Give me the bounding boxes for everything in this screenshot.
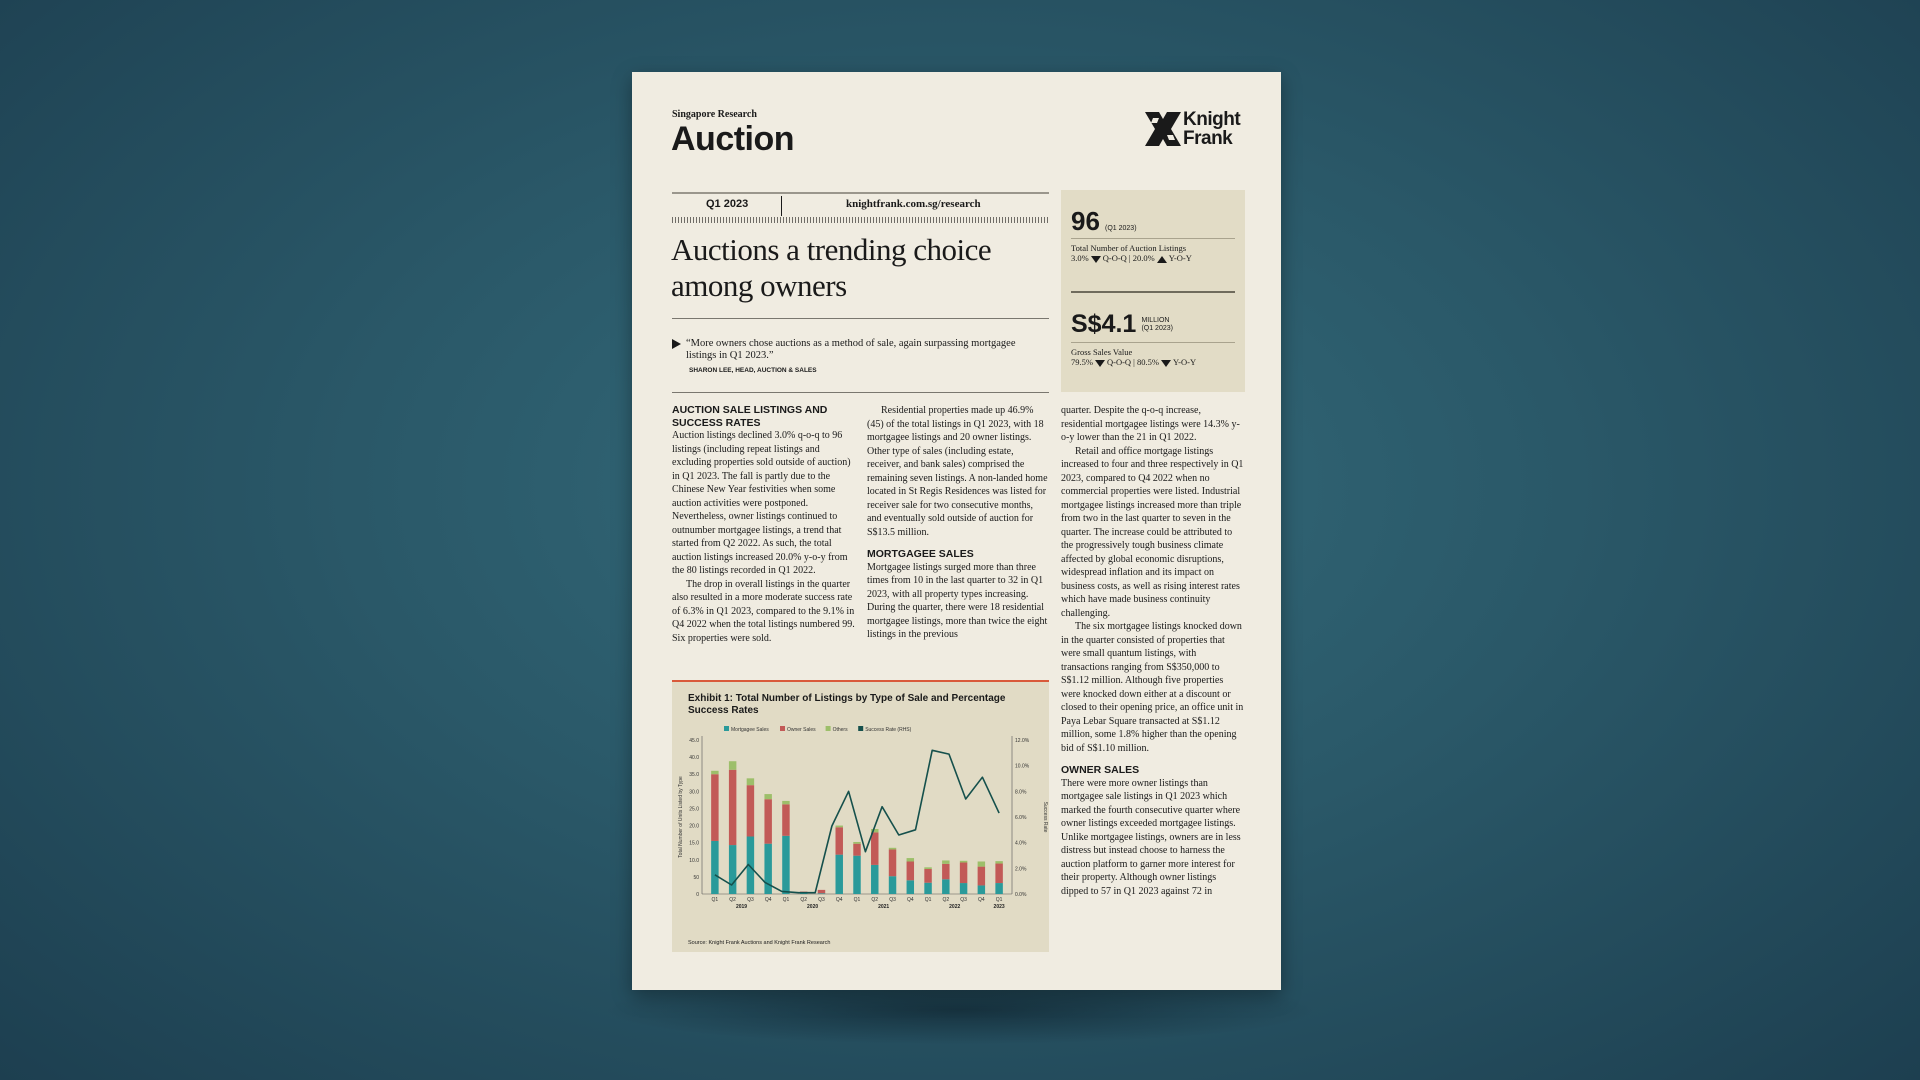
paragraph: The drop in overall listings in the quarter also resulted in a more moderate success rate of 6.3% in Q1 2023, compared to the 9.1% in Q4 2022 when the total listings numbered 99. Six properties were sold.	[672, 578, 855, 644]
bar-segment	[889, 876, 896, 894]
pull-quote: “More owners chose auctions as a method of sale, again surpassing mortgagee listings in Q1 2023.”	[686, 338, 1016, 361]
down-arrow-icon	[1095, 360, 1105, 367]
bar-segment	[782, 801, 789, 804]
bar-segment	[711, 771, 718, 774]
paragraph: The six mortgagee listings knocked down in the quarter consisted of properties that were small quantum listings, with transactions ranging from S$350,000 to S$1.12 million. Although five properties were knocked down either at a discount or closed to their opening price, an office unit in Paya Lebar Square transacted at S$1.12 million, some 1.8% higher than the opening bid of S$1.10 million.	[1061, 621, 1244, 754]
x-tick-label: Q4	[835, 897, 843, 903]
knight-frank-logo	[1145, 110, 1245, 150]
listings-chart	[672, 722, 1049, 942]
exhibit-title: Exhibit 1: Total Number of Listings by Type of Sale and Percentage Success Rates	[688, 693, 1006, 716]
bar-segment	[711, 774, 718, 841]
paragraph: Auction listings declined 3.0% q-o-q to 96 listings (including repeat listings and excluding properties sold outside of auction) in Q1 2023. The fall is partly due to the Chinese New Year festivities when some auction activities were postponed. Nevertheless, owner listings continued to outnumber mortgagee listings, a trend that started from Q2 2022. As such, the total auction listings increased 20.0% y-o-y from the 80 listings recorded in Q1 2022.	[672, 430, 851, 576]
bar-segment	[889, 850, 896, 877]
bar-segment	[978, 867, 985, 886]
bar-segment	[711, 841, 718, 894]
legend-swatch	[826, 726, 831, 731]
exhibit-source: Source: Knight Frank Auctions and Knight Frank Research	[688, 940, 831, 946]
legend-swatch	[858, 726, 863, 731]
website-link[interactable]: knightfrank.com.sg/research	[846, 198, 981, 210]
bar-segment	[995, 864, 1002, 884]
x-tick-label: Q2	[800, 897, 808, 903]
x-tick-label: Q4	[764, 897, 772, 903]
bar-segment	[729, 761, 736, 770]
down-arrow-icon	[1091, 256, 1101, 263]
bar-segment	[764, 794, 771, 799]
paragraph: Residential properties made up 46.9% (45) of the total listings in Q1 2023, with 18 mortgagee listings and 20 owner listings. Other type of sales (including estate, receiver, and bank sales) comprised the remaining seven listings. A non-landed home located in St Regis Residences was listed for receiver sale for two consecutive months, and eventually sold outside of auction for S$13.5 million.	[867, 405, 1048, 538]
x-tick-label: Q2	[871, 897, 879, 903]
paragraph: Retail and office mortgage listings increased to four and three respectively in Q1 2023, compared to Q4 2022 when no commercial properties were listed. Industrial mortgagee listings increased more than triple from two in the last quarter to seven in the quarter. The increase could be attributed to the progressively tough business climate affected by global economic disruptions, widespread inflation and its impact on business costs, as well as rising interest rates which have made business continuity challenging.	[1061, 445, 1244, 619]
bar-segment	[960, 863, 967, 884]
x-tick-label: Q1	[853, 897, 861, 903]
bar-segment	[924, 869, 931, 883]
x-tick-label: Q4	[978, 897, 985, 903]
y2-tick-label: 4.0%	[1015, 840, 1027, 847]
key-stats-box	[1061, 190, 1245, 392]
stat-total-listings-change: 3.0% Q-O-Q | 20.0% Y-O-Y	[1071, 253, 1192, 263]
kicker: Singapore Research	[672, 109, 757, 120]
y2-tick-label: 12.0%	[1015, 738, 1030, 744]
bar-segment	[871, 832, 878, 865]
x-tick-label: Q2	[942, 897, 950, 903]
y-tick-label: 45.0	[689, 738, 699, 744]
down-arrow-icon	[1161, 360, 1171, 367]
bar-segment	[836, 827, 843, 854]
quote-arrow-icon	[672, 339, 681, 349]
y-tick-label: 15.0	[689, 840, 699, 847]
y-axis-label: Total Number of Units Listed by Type	[678, 776, 684, 858]
quote-attribution: SHARON LEE, HEAD, AUCTION & SALES	[689, 367, 817, 374]
stat-total-listings: 96 (Q1 2023)	[1071, 206, 1137, 236]
logo-mark-icon	[1145, 110, 1181, 148]
bar-segment	[942, 864, 949, 879]
y2-tick-label: 6.0%	[1015, 815, 1027, 821]
report-page	[632, 72, 1281, 990]
y-tick-label: 20.0	[689, 823, 699, 830]
y2-axis-label: Success Rate	[1042, 801, 1048, 833]
up-arrow-icon	[1157, 256, 1167, 263]
issue-quarter: Q1 2023	[706, 198, 749, 210]
body-column-2	[867, 404, 1049, 642]
bar-segment	[747, 778, 754, 785]
bar-segment	[764, 844, 771, 894]
legend-swatch	[780, 726, 785, 731]
x-tick-label: Q1	[782, 897, 790, 903]
x-tick-label: Q3	[960, 897, 967, 903]
bar-segment	[907, 861, 914, 880]
divider	[781, 196, 782, 216]
legend-swatch	[724, 726, 729, 731]
x-year-label: 2020	[807, 904, 819, 910]
bar-segment	[747, 785, 754, 836]
bar-segment	[978, 885, 985, 894]
paragraph: Mortgagee listings surged more than three times from 10 in the last quarter to 32 in Q1 2023, with all property types increasing. During the quarter, there were 18 residential mortgagee listings, more than twice the eight listings in the previous	[867, 561, 1048, 640]
bar-segment	[836, 826, 843, 828]
bar-segment	[924, 883, 931, 894]
bar-segment	[924, 867, 931, 869]
headline: Auctions a trending choice among owners	[671, 232, 992, 303]
legend-label: Owner Sales	[787, 727, 816, 733]
x-tick-label: Q3	[818, 897, 825, 903]
bar-segment	[729, 845, 736, 894]
bar-segment	[960, 861, 967, 863]
y2-tick-label: 8.0%	[1015, 789, 1027, 796]
bar-segment	[871, 865, 878, 894]
y-tick-label: 40.0	[689, 755, 699, 762]
divider	[1071, 291, 1235, 293]
bar-segment	[995, 883, 1002, 894]
stat-gross-sales-label: Gross Sales Value	[1071, 347, 1133, 357]
y-tick-label: 10.0	[689, 857, 699, 864]
x-year-label: 2021	[878, 904, 890, 910]
bar-segment	[960, 883, 967, 894]
divider	[672, 318, 1049, 319]
bar-segment	[836, 855, 843, 894]
x-year-label: 2022	[949, 904, 961, 910]
report-title: Auction	[671, 120, 795, 158]
hatch-divider	[672, 217, 1049, 223]
x-tick-label: Q1	[924, 897, 932, 903]
divider	[1071, 342, 1235, 343]
stat-gross-sales-change: 79.5% Q-O-Q | 80.5% Y-O-Y	[1071, 357, 1197, 367]
stat-total-listings-label: Total Number of Auction Listings	[1071, 243, 1187, 253]
y-tick-label: 25.0	[689, 806, 699, 813]
bar-segment	[853, 844, 860, 856]
y-tick-label: 35.0	[689, 772, 699, 779]
bar-segment	[978, 861, 985, 866]
section-heading: OWNER SALES	[1061, 764, 1140, 776]
x-year-label: 2023	[993, 904, 1005, 910]
paragraph: quarter. Despite the q-o-q increase, residential mortgagee listings were 14.3% y-o-y lower than the 21 in Q1 2022.	[1061, 405, 1240, 443]
body-column-1	[672, 404, 855, 645]
bar-segment	[942, 879, 949, 894]
bar-segment	[782, 804, 789, 835]
bar-segment	[853, 856, 860, 894]
x-tick-label: Q1	[995, 897, 1003, 903]
bar-segment	[907, 880, 914, 894]
x-tick-label: Q2	[729, 897, 736, 903]
x-tick-label: Q3	[889, 897, 896, 903]
legend-label: Others	[832, 727, 848, 733]
y-tick-label: 50	[693, 874, 699, 881]
bar-segment	[907, 858, 914, 861]
stat-gross-sales: S$4.1 MILLION (Q1 2023)	[1071, 310, 1173, 338]
paragraph: There were more owner listings than mortgagee sale listings in Q1 2023 which marked the fourth consecutive quarter where owner listings exceeded mortgagee listings. Unlike mortgagee listings, owners are in less distress but instead choose to harness the auction platform to garner more interest for their property. Although owner listings dipped to 57 in Q1 2023 against 72 in	[1061, 777, 1241, 897]
bar-segment	[942, 860, 949, 863]
section-heading: MORTGAGEE SALES	[867, 548, 974, 560]
bar-segment	[729, 770, 736, 845]
divider	[1071, 238, 1235, 239]
x-tick-label: Q1	[711, 897, 719, 903]
y2-tick-label: 0.0%	[1015, 892, 1027, 898]
y2-tick-label: 2.0%	[1015, 866, 1027, 873]
divider	[672, 192, 1049, 194]
y2-tick-label: 10.0%	[1015, 763, 1030, 770]
bar-segment	[995, 861, 1002, 863]
bar-segment	[818, 893, 825, 894]
bar-segment	[889, 848, 896, 850]
divider	[672, 392, 1049, 393]
section-heading: AUCTION SALE LISTINGS AND SUCCESS RATES	[672, 404, 828, 429]
y-tick-label: 30.0	[689, 789, 699, 796]
legend-label: Success Rate (RHS)	[865, 727, 912, 733]
legend-label: Mortgagee Sales	[731, 727, 769, 733]
body-column-3	[1061, 404, 1245, 950]
x-tick-label: Q3	[747, 897, 754, 903]
x-tick-label: Q4	[906, 897, 914, 903]
bar-segment	[818, 890, 825, 893]
x-year-label: 2019	[735, 904, 748, 910]
logo-wordmark: Knight Frank	[1183, 109, 1241, 149]
y-tick-label: 0	[696, 892, 699, 898]
bar-segment	[853, 842, 860, 844]
bar-segment	[764, 799, 771, 843]
bar-segment	[782, 836, 789, 894]
